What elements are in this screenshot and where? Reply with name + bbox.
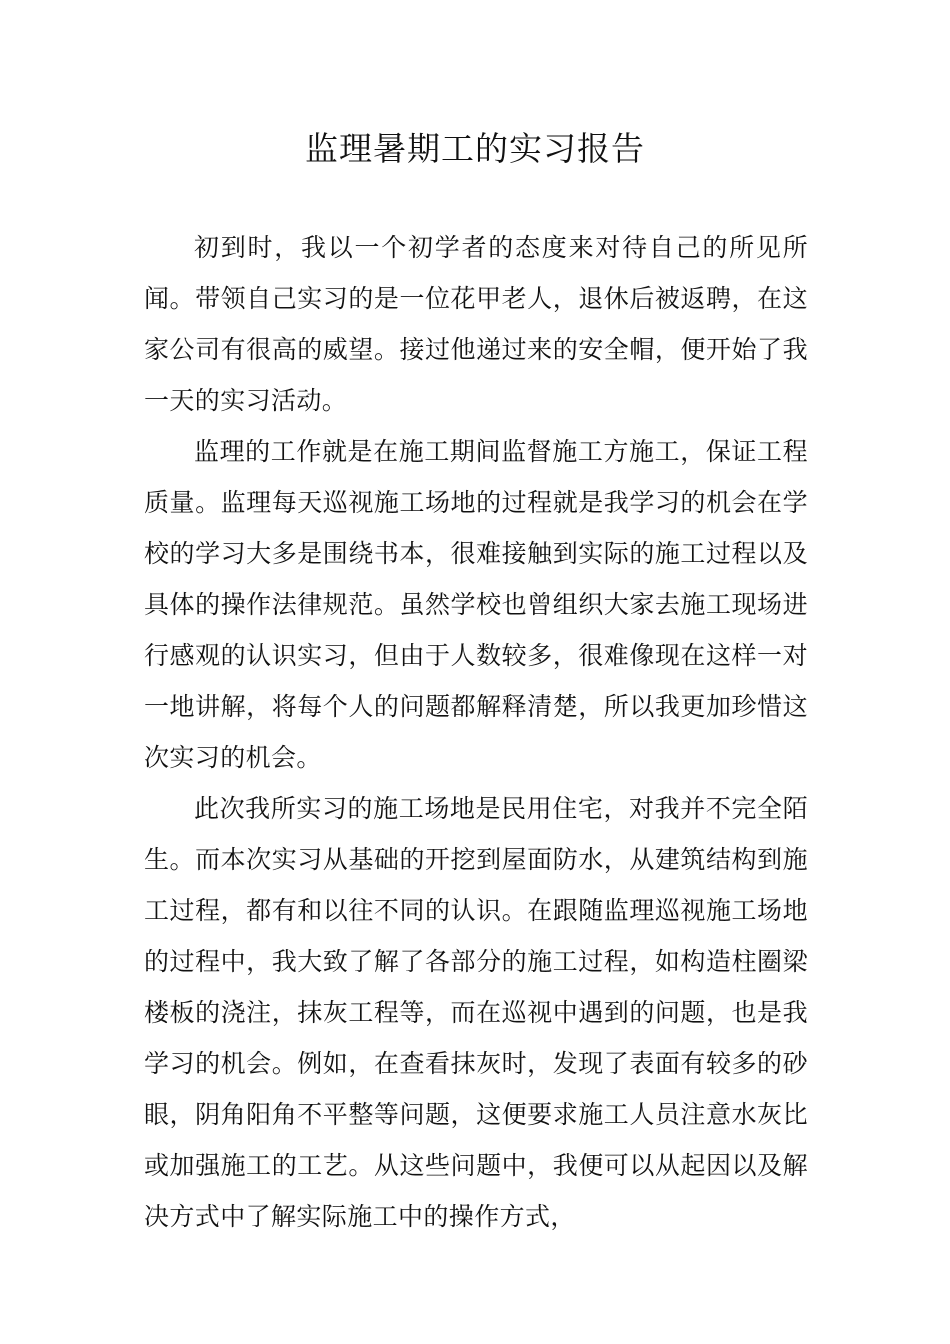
paragraph-3: 此次我所实习的施工场地是民用住宅，对我并不完全陌生。而本次实习从基础的开挖到屋面防水，从建筑结构到施工过程，都有和以往不同的认识。在跟随监理巡视施工场地的过程中，我大致了解了各部分的施工过程，如构造柱圈梁楼板的浇注，抹灰工程等，而在巡视中遇到的问题，也是我学习的机会。例如，在查看抹灰时，发现了表面有较多的砂眼，阴角阳角不平整等问题，这便要求施工人员注意水灰比或加强施工的工艺。从这些问题中，我便可以从起因以及解决方式中了解实际施工中的操作方式， [144, 794, 808, 1231]
paragraph-1: 初到时，我以一个初学者的态度来对待自己的所见所闻。带领自己实习的是一位花甲老人，退休后被返聘，在这家公司有很高的威望。接过他递过来的安全帽，便开始了我一天的实习活动。 [144, 233, 808, 415]
paragraph-2: 监理的工作就是在施工期间监督施工方施工，保证工程质量。监理每天巡视施工场地的过程就是我学习的机会在学校的学习大多是围绕书本，很难接触到实际的施工过程以及具体的操作法律规范。虽然学校也曾组织大家去施工现场进行感观的认识实习，但由于人数较多，很难像现在这样一对一地讲解，将每个人的问题都解释清楚，所以我更加珍惜这次实习的机会。 [144, 437, 808, 772]
document-body [144, 222, 808, 1242]
document-title: 监理暑期工的实习报告 [305, 129, 645, 168]
